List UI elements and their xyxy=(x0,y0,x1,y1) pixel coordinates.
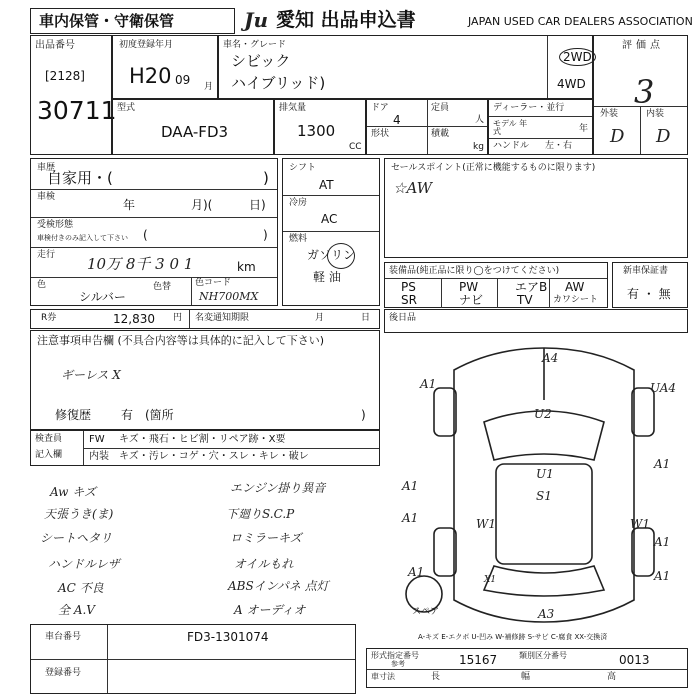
recycle-label: R券 xyxy=(41,313,57,323)
registration-year: H20 xyxy=(129,64,172,88)
inspection-year: 年 xyxy=(123,198,136,212)
lot-number: 30711 xyxy=(37,96,117,125)
fw-items: キズ・飛石・ヒビ割・リペア跡・X要 xyxy=(119,434,286,445)
diagram-label-left-mid2: A1 xyxy=(402,511,419,525)
inspection-month: 月)( xyxy=(191,198,213,212)
color-change-label: 色替 xyxy=(153,282,172,292)
model-value: DAA-FD3 xyxy=(161,123,229,141)
association-name: JAPAN USED CAR DEALERS ASSOCIATION xyxy=(468,15,693,28)
registration-month: 09 xyxy=(175,73,191,87)
registration-month-unit: 月 xyxy=(204,82,214,92)
equip-navi: ナビ xyxy=(459,293,484,307)
displacement-label: 排気量 xyxy=(279,103,307,113)
sales-point-box xyxy=(384,158,688,258)
vehicle-grade: ハイブリッド) xyxy=(231,74,326,92)
size-height: 高 xyxy=(607,672,617,682)
rating-label: 評価点 xyxy=(622,40,664,51)
sales-point-label: セールスポイント(正常に機能するものに限ります) xyxy=(391,163,596,173)
reg-form-value: ( xyxy=(143,228,148,242)
warranty-box xyxy=(612,262,688,308)
damage-legend: A-キズ E-エクボ U-凹み W-補修跡 S-サビ C-腐食 XX-交換済 xyxy=(418,633,608,641)
shape-label: 形状 xyxy=(371,129,390,139)
deadline-day: 日 xyxy=(361,313,371,323)
type-label: 形式指定番号 xyxy=(371,651,419,660)
diagram-label-right-lower1: A1 xyxy=(654,535,671,549)
note-left-1: Aw キズ xyxy=(50,485,96,499)
color-label: 色 xyxy=(37,280,47,290)
fuel-gas: ガソリン xyxy=(307,248,356,262)
int-items: キズ・汚レ・コゲ・穴・スレ・キレ・破レ xyxy=(119,451,309,462)
diagram-label-center2: U1 xyxy=(536,467,554,481)
repair-place: (箇所 xyxy=(145,408,174,422)
mileage-label: 走行 xyxy=(37,250,56,260)
repair-close: ) xyxy=(361,408,366,422)
storage-tag-text: 車内保管・守衛保管 xyxy=(39,12,175,30)
mileage-value: 10万 8千 3 0 1 xyxy=(87,255,194,273)
class-value: 0013 xyxy=(619,653,650,667)
shift-value: AT xyxy=(319,178,334,192)
diagram-label-right-top: UA4 xyxy=(650,381,677,395)
equip-sr: SR xyxy=(401,293,417,307)
size-width: 幅 xyxy=(521,672,531,682)
mileage-unit: km xyxy=(237,260,256,274)
lot-box xyxy=(30,35,117,155)
fuel-diesel: 軽 油 xyxy=(313,270,341,284)
notes-line1: ギーレス X xyxy=(61,368,121,382)
chassis-box xyxy=(30,624,356,694)
fuel-gas-circle xyxy=(327,243,355,269)
diagram-label-scale: X1 xyxy=(484,575,497,585)
handwritten-notes xyxy=(30,470,380,620)
rating-box xyxy=(593,35,688,155)
equipment-label: 装備品(純正品に限り◯をつけてください) xyxy=(389,266,560,276)
deadline-month: 月 xyxy=(315,313,325,323)
displacement-box xyxy=(274,99,366,155)
repair-value: 有 xyxy=(121,408,134,422)
ac-label: 冷房 xyxy=(289,198,308,208)
capacity-unit: 人 xyxy=(475,115,485,125)
inspector-label2: 記入欄 xyxy=(35,450,63,460)
inspector-label1: 検査員 xyxy=(35,434,63,444)
drive-2wd: 2WD xyxy=(559,48,596,66)
diagram-label-w1-right: W1 xyxy=(630,517,650,531)
recycle-amount: 12,830 xyxy=(113,312,155,326)
equip-airbag: エアB xyxy=(515,280,548,294)
fuel-label: 燃料 xyxy=(289,234,308,244)
model-year-label: モデル 年式 xyxy=(493,119,528,136)
load-unit: kg xyxy=(473,142,484,152)
vehicle-label: 車名・グレード xyxy=(223,40,287,50)
color-code-label: 色コード xyxy=(195,278,232,288)
storage-tag xyxy=(30,8,235,34)
registration-box xyxy=(112,35,218,99)
load-label: 積載 xyxy=(431,129,450,139)
recycle-unit: 円 xyxy=(173,313,183,323)
diagram-label-w1-left: W1 xyxy=(476,517,496,531)
equip-ps: PS xyxy=(401,280,416,294)
type-box xyxy=(366,648,688,688)
note-left-4: ハンドルレザ xyxy=(48,557,120,571)
equip-aw: AW xyxy=(565,280,585,294)
class-label: 類別区分番号 xyxy=(519,651,567,660)
displacement-value: 1300 xyxy=(297,122,336,140)
diagram-label-center1: U2 xyxy=(534,407,552,421)
type-value: 15167 xyxy=(459,653,498,667)
note-right-2: 下廻りS.C.P xyxy=(226,507,295,521)
registration-label: 初度登録年月 xyxy=(119,40,174,50)
registration-number-label: 登録番号 xyxy=(45,668,82,678)
rating-int-label: 内装 xyxy=(646,109,665,119)
note-left-6: 全 A.V xyxy=(58,603,95,617)
size-label: 車寸法 xyxy=(371,672,395,681)
drive-4wd: 4WD xyxy=(557,77,586,91)
chassis-value: FD3-1301074 xyxy=(187,630,269,644)
int-label: 内装 xyxy=(89,451,109,462)
ac-value: AC xyxy=(321,212,338,226)
dealer-box xyxy=(488,99,593,155)
inspection-label: 車検 xyxy=(37,192,56,202)
notes-label: 注意事項申告欄 (不具合内容等は具体的に記入して下さい) xyxy=(37,334,325,347)
note-right-6: A オーディオ xyxy=(234,603,306,617)
diagram-label-left-mid1: A1 xyxy=(402,479,419,493)
model-box xyxy=(112,99,274,155)
rating-score: 3 xyxy=(634,73,655,111)
fw-label: FW xyxy=(89,434,105,445)
usage-label: 車歴 xyxy=(37,163,56,173)
note-right-5: ABSインパネ 点灯 xyxy=(228,579,329,593)
lot-label: 出品番号 xyxy=(35,40,75,51)
diagram-label-right-mid: A1 xyxy=(654,457,671,471)
diagram-label-center3: S1 xyxy=(536,489,552,503)
inspection-day: 日) xyxy=(249,198,266,212)
rating-ext-label: 外装 xyxy=(600,109,619,119)
note-right-3: ロミラーキズ xyxy=(230,531,302,545)
note-left-2: 天張うき(ま) xyxy=(44,507,114,521)
reg-form-note: 車検付きのみ記入して下さい xyxy=(37,234,128,242)
recycle-box xyxy=(30,309,380,329)
size-length: 長 xyxy=(431,672,441,682)
ju-logo: Ju xyxy=(244,8,269,32)
warranty-label: 新車保証書 xyxy=(623,266,669,276)
inspector-box xyxy=(30,430,380,466)
note-left-5: AC 不良 xyxy=(58,581,104,595)
diagram-label-left-top: A1 xyxy=(420,377,437,391)
back-items-label: 後日品 xyxy=(389,313,417,323)
type-reference: 参考 xyxy=(391,660,405,668)
diagram-label-bottom-left: A1 xyxy=(408,565,425,579)
vehicle-box xyxy=(218,35,593,99)
displacement-unit: CC xyxy=(349,142,362,152)
diagram-label-top: A4 xyxy=(542,351,559,365)
color-value: シルバー xyxy=(79,290,126,304)
diagram-label-spare: スペア xyxy=(412,607,440,617)
model-label: 型式 xyxy=(117,103,136,113)
rating-ext-value: D xyxy=(610,126,625,147)
dealer-label: ディーラー・並行 xyxy=(493,103,565,113)
equipment-box xyxy=(384,262,608,308)
capacity-label: 定員 xyxy=(431,103,450,113)
note-right-1: エンジン掛り異音 xyxy=(230,481,326,495)
warranty-value: 有 ・ 無 xyxy=(627,287,671,301)
diagram-label-right-lower2: A1 xyxy=(654,569,671,583)
equip-pw: PW xyxy=(459,280,479,294)
doors-box xyxy=(366,99,488,155)
doors-value: 4 xyxy=(393,113,401,127)
equip-leather: カワシート xyxy=(553,295,599,305)
handle-label: ハンドル xyxy=(493,141,530,151)
shift-label: シフト xyxy=(289,163,317,173)
notes-box xyxy=(30,330,380,430)
usage-value: 自家用・( xyxy=(47,169,113,187)
history-box xyxy=(30,158,278,306)
reg-form-label: 受検形態 xyxy=(37,220,74,230)
shift-box xyxy=(282,158,380,306)
vehicle-name: シビック xyxy=(231,52,291,70)
lot-sub: [2128] xyxy=(45,69,85,83)
sales-point-text: ☆AW xyxy=(393,179,433,197)
deadline-label: 名変通知期限 xyxy=(195,313,250,323)
sheet-title: 愛知 出品申込書 xyxy=(276,9,416,31)
diagram-label-bottom: A3 xyxy=(538,607,555,621)
rating-int-value: D xyxy=(656,126,671,147)
reg-form-close: ) xyxy=(263,228,268,242)
color-code-value: NH700MX xyxy=(199,290,259,303)
note-left-3: シートヘタリ xyxy=(40,531,113,545)
diagram-labels xyxy=(384,340,688,630)
repair-label: 修復歴 xyxy=(55,408,92,422)
note-right-4: オイルもれ xyxy=(234,557,294,571)
back-items-box xyxy=(384,309,688,333)
equip-tv: TV xyxy=(517,293,533,307)
model-year-unit: 年 xyxy=(579,124,589,134)
usage-close: ) xyxy=(263,169,269,187)
doors-label: ドア xyxy=(371,103,389,113)
chassis-label: 車台番号 xyxy=(45,632,82,642)
handle-options: 左・右 xyxy=(545,141,573,151)
